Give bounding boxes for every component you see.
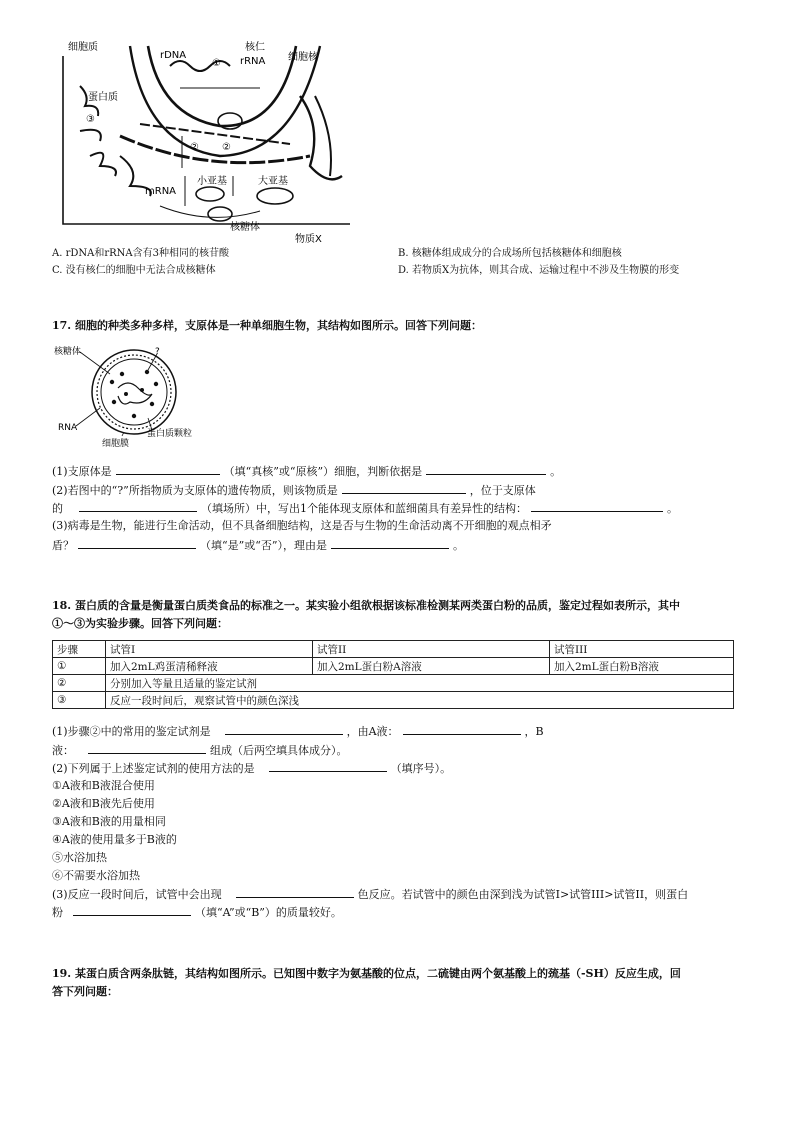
table-row bbox=[53, 675, 734, 692]
q17-stem: 17. 细胞的种类多种多样，支原体是一种单细胞生物，其结构如图所示。回答下列问题： bbox=[52, 319, 482, 332]
q18-part1-line2: 液： 组成（后两空填具体成分）。 bbox=[52, 744, 348, 757]
q18-stem-line2: ①～③为实验步骤。回答下列问题： bbox=[52, 617, 228, 630]
fig1-label: 细胞核 bbox=[288, 52, 318, 63]
q18-option-item: ⑤水浴加热 bbox=[52, 851, 107, 864]
q18-option-item: ④A液的使用量多于B液的 bbox=[52, 833, 177, 846]
fig1-label: ① bbox=[212, 58, 221, 69]
answer-blank[interactable] bbox=[225, 723, 343, 735]
table-cell: 分别加入等量且适量的鉴定试剂 bbox=[106, 675, 734, 692]
fig1-label: rRNA bbox=[240, 56, 266, 67]
answer-blank[interactable] bbox=[403, 723, 521, 735]
fig1-label: 大亚基 bbox=[258, 176, 288, 187]
q17-part3-line2: 盾？ （填“是”或“否”），理由是 。 bbox=[52, 539, 464, 552]
fig1-label: 小亚基 bbox=[197, 176, 227, 187]
table-cell: ③ bbox=[53, 692, 106, 709]
answer-blank[interactable] bbox=[116, 463, 220, 475]
fig1-label: rDNA bbox=[160, 50, 187, 61]
fig2-label: 细胞膜 bbox=[102, 439, 130, 448]
q17-part2-line1: (2)若图中的“?”所指物质为支原体的遗传物质，则该物质是 ，位于支原体 bbox=[52, 484, 536, 497]
answer-blank[interactable] bbox=[531, 500, 663, 512]
mycoplasma-figure bbox=[52, 344, 242, 448]
fig1-label: ② bbox=[190, 142, 199, 153]
q16-option-b: B. 核糖体组成成分的合成场所包括核糖体和细胞核 bbox=[398, 248, 622, 259]
fig1-label: mRNA bbox=[145, 186, 177, 197]
answer-blank[interactable] bbox=[269, 760, 387, 772]
fig2-label: RNA bbox=[58, 423, 78, 433]
q19-stem-line1: 19. 某蛋白质含两条肽链，其结构如图所示。已知图中数字为氨基酸的位点，二硫键由两个氨基酸上的巯基（-SH）反应生成，回 bbox=[52, 967, 681, 980]
fig1-label: 物质X bbox=[295, 234, 322, 245]
answer-blank[interactable] bbox=[236, 886, 354, 898]
table-row bbox=[53, 692, 734, 709]
q18-option-item: ①A液和B液混合使用 bbox=[52, 779, 155, 792]
answer-blank[interactable] bbox=[73, 904, 191, 916]
fig1-label: 核糖体 bbox=[230, 222, 260, 233]
q18-part2: (2)下列属于上述鉴定试剂的使用方法的是 （填序号）。 bbox=[52, 762, 452, 775]
answer-blank[interactable] bbox=[88, 742, 206, 754]
fig1-label: 细胞质 bbox=[68, 42, 98, 53]
q18-part3-line1: (3)反应一段时间后，试管中会出现 色反应。若试管中的颜色由深到浅为试管I>试管III>试管II，则蛋白 bbox=[52, 888, 689, 901]
table-cell: 加入2mL鸡蛋清稀释液 bbox=[106, 658, 313, 675]
table-cell: 加入2mL蛋白粉A溶液 bbox=[313, 658, 550, 675]
q18-option-item: ③A液和B液的用量相同 bbox=[52, 815, 166, 828]
fig1-label: ② bbox=[222, 142, 231, 153]
table-header-row bbox=[53, 641, 734, 658]
q16-option-c: C. 没有核仁的细胞中无法合成核糖体 bbox=[52, 265, 216, 276]
answer-blank[interactable] bbox=[79, 500, 197, 512]
fig2-label: 蛋白质颗粒 bbox=[147, 429, 193, 439]
answer-blank[interactable] bbox=[342, 482, 466, 494]
answer-blank[interactable] bbox=[426, 463, 546, 475]
q17-part2-line2: 的 （填场所）中，写出1个能体现支原体和蓝细菌具有差异性的结构： 。 bbox=[52, 502, 678, 515]
table-header-cell: 试管I bbox=[106, 641, 313, 658]
answer-blank[interactable] bbox=[331, 537, 449, 549]
table-cell: ② bbox=[53, 675, 106, 692]
q17-part3-line1: (3)病毒是生物，能进行生命活动，但不具备细胞结构，这是否与生物的生命活动离不开细胞的观点相矛 bbox=[52, 519, 552, 532]
q17-part1: (1)支原体是 （填“真核”或“原核”）细胞，判断依据是 。 bbox=[52, 465, 562, 478]
q18-option-item: ⑥不需要水浴加热 bbox=[52, 869, 140, 882]
q19-stem-line2: 答下列问题： bbox=[52, 985, 118, 998]
fig2-label: ? bbox=[155, 347, 160, 357]
fig2-label: 核糖体 bbox=[54, 347, 82, 357]
table-cell: ① bbox=[53, 658, 106, 675]
fig1-label: 蛋白质 bbox=[88, 92, 118, 103]
table-header-cell: 试管III bbox=[550, 641, 734, 658]
ribosome-synthesis-figure bbox=[60, 36, 360, 248]
fig1-label: ③ bbox=[86, 114, 95, 125]
table-row bbox=[53, 658, 734, 675]
steps-table bbox=[52, 640, 734, 709]
fig1-label: 核仁 bbox=[245, 42, 265, 53]
q18-option-item: ②A液和B液先后使用 bbox=[52, 797, 155, 810]
table-header-cell: 步骤 bbox=[53, 641, 106, 658]
q16-option-a: A. rDNA和rRNA含有3种相同的核苷酸 bbox=[52, 248, 229, 259]
table-cell: 加入2mL蛋白粉B溶液 bbox=[550, 658, 734, 675]
q18-part1-line1: (1)步骤②中的常用的鉴定试剂是 ，由A液： ，B bbox=[52, 725, 544, 738]
answer-blank[interactable] bbox=[78, 537, 196, 549]
q16-option-d: D. 若物质X为抗体，则其合成、运输过程中不涉及生物膜的形变 bbox=[398, 265, 680, 276]
q18-stem-line1: 18. 蛋白质的含量是衡量蛋白质类食品的标准之一。某实验小组欲根据该标准检测某两类蛋白粉的品质，鉴定过程如表所示，其中 bbox=[52, 599, 680, 612]
table-header-cell: 试管II bbox=[313, 641, 550, 658]
table-cell: 反应一段时间后，观察试管中的颜色深浅 bbox=[106, 692, 734, 709]
q18-part3-line2: 粉 （填“A”或“B”）的质量较好。 bbox=[52, 906, 342, 919]
